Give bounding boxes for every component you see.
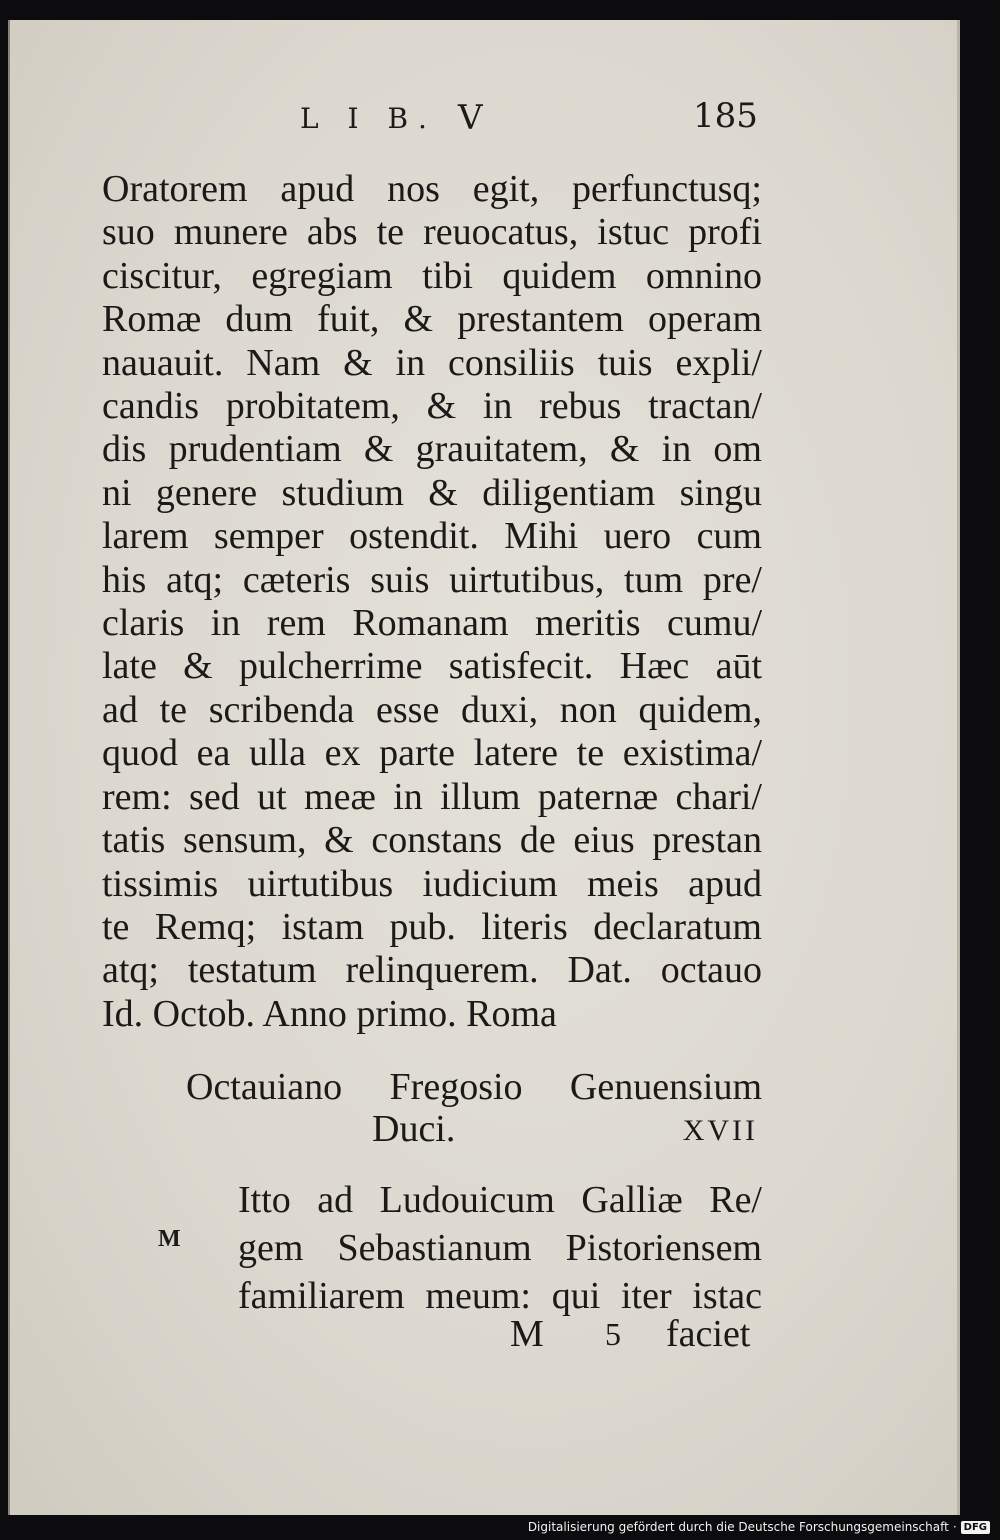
text-line: rem: sed ut meæ in illum paternæ chari/ bbox=[102, 775, 762, 818]
text-line: nauauit. Nam & in consiliis tuis expli/ bbox=[102, 341, 762, 384]
folio-number: 185 bbox=[693, 96, 758, 136]
text-line: tatis sensum, & constans de eius prestan bbox=[102, 819, 762, 862]
text-line: gem Sebastianum Pistoriensem bbox=[238, 1227, 762, 1269]
text-line: dis prudentiam & grauitatem, & in om bbox=[102, 428, 762, 471]
text-line: Oratorem apud nos egit, perfunctusq; bbox=[102, 168, 762, 210]
text-line: te Remq; istam pub. literis declaratum bbox=[102, 905, 762, 948]
digitization-credit bbox=[528, 1518, 990, 1536]
text-line: ciscitur, egregiam tibi quidem omnino bbox=[102, 254, 762, 297]
text-line: tissimis uirtutibus iudicium meis apud bbox=[102, 862, 762, 905]
signature-number: 5 bbox=[605, 1316, 621, 1352]
text-line: claris in rem Romanam meritis cumu/ bbox=[102, 602, 762, 645]
text-line: ad te scribenda esse duxi, non quidem, bbox=[102, 688, 762, 731]
credit-text: Digitalisierung gefördert durch die Deutsche Forschungsgemeinschaft bbox=[527, 1520, 949, 1534]
text-line: candis probitatem, & in rebus tractan/ bbox=[102, 385, 762, 428]
heading-addressee: Octauiano Fregosio Genuensium bbox=[186, 1066, 762, 1108]
text-line: familiarem meum: qui iter istac bbox=[238, 1275, 762, 1317]
running-head-book: V bbox=[458, 98, 483, 138]
heading-title: Duci. bbox=[372, 1108, 456, 1150]
dfg-logo: DFG bbox=[961, 1521, 990, 1534]
text-line: Romæ dum fuit, & prestantem operam bbox=[102, 298, 762, 341]
book-page bbox=[8, 20, 960, 1515]
text-line: his atq; cæteris suis uirtutibus, tum pre/ bbox=[102, 558, 762, 601]
text-line: Id. Octob. Anno primo. Roma bbox=[102, 992, 557, 1035]
letter-heading bbox=[186, 1066, 762, 1150]
catchword: faciet bbox=[666, 1313, 751, 1355]
running-head bbox=[10, 92, 960, 152]
letter-number: XVII bbox=[682, 1114, 758, 1147]
second-letter-body bbox=[238, 1176, 762, 1320]
marginal-initial: M bbox=[158, 1226, 181, 1252]
text-line: Itto ad Ludouicum Galliæ Re/ bbox=[238, 1179, 762, 1221]
credit-separator: · bbox=[952, 1520, 957, 1534]
letter-body bbox=[102, 168, 762, 1036]
running-head-section: L I B. bbox=[300, 102, 437, 135]
text-line: suo munere abs te reuocatus, istuc profi bbox=[102, 211, 762, 254]
page-edge bbox=[957, 20, 960, 1515]
signature-mark: M bbox=[510, 1313, 544, 1355]
signature-line bbox=[10, 1312, 960, 1362]
text-line: atq; testatum relinquerem. Dat. octauo bbox=[102, 949, 762, 992]
text-line: quod ea ulla ex parte latere te existima/ bbox=[102, 732, 762, 775]
text-line: late & pulcherrime satisfecit. Hæc aūt bbox=[102, 645, 762, 688]
text-line: ni genere studium & diligentiam singu bbox=[102, 471, 762, 514]
text-line: larem semper ostendit. Mihi uero cum bbox=[102, 515, 762, 558]
heading-line2 bbox=[186, 1108, 762, 1150]
